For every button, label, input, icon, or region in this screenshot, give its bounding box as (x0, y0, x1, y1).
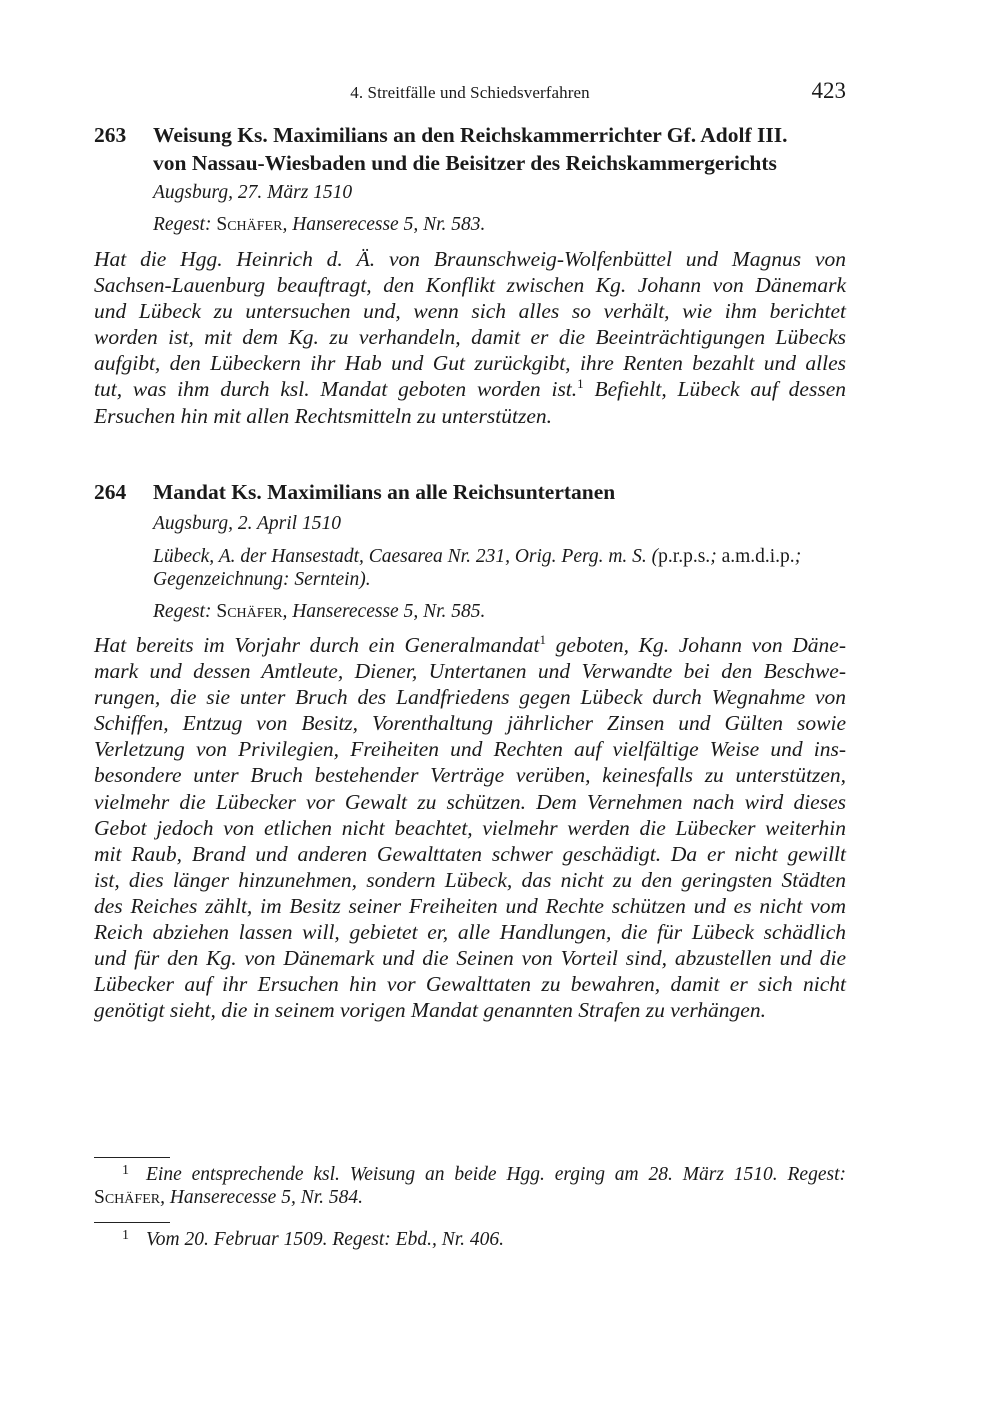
summary-line: rungen, die sie unter Bruch des Landfriedens gegen Lübeck durch Wegnahme von (94, 685, 846, 710)
source-text: ; (710, 546, 717, 567)
footnote-reference: 1 (577, 376, 584, 392)
summary-line: mit Raub, Brand und anderen Gewalttaten schwer geschädigt. Da er nicht gewillt (94, 841, 846, 866)
summary-line (94, 632, 846, 658)
summary-line: Hat die Hgg. Heinrich d. Ä. von Braunschweig-Wolfenbüttel und Magnus von (94, 247, 846, 271)
summary-line: worden ist, mit dem Kg. zu verhandeln, damit er die Beeinträchtigungen Lübecks (94, 325, 846, 350)
summary-text: tut, was ihm durch ksl. Mandat geboten worden ist. (94, 377, 578, 402)
summary-line: aufgibt, den Lübeckern ihr Hab und Gut zurückgibt, ihre Renten bezahlt und alles (94, 351, 846, 376)
regest-label: Regest: (153, 214, 212, 235)
entry-title-line: Mandat Ks. Maximilians an alle Reichsuntertanen (153, 480, 616, 504)
regest-reference: , Hanserecesse 5, Nr. 583. (282, 214, 486, 235)
entry-264-place-date: Augsburg, 2. April 1510 (153, 513, 341, 534)
summary-text: Hat bereits im Vorjahr durch ein Generalmandat (94, 633, 540, 657)
footnote-text: Vom 20. Februar 1509. Regest: Ebd., Nr. 406. (146, 1229, 505, 1250)
summary-line: ist, dies länger hinzunehmen, sondern Lübeck, das nicht zu den geringsten Städten (94, 867, 846, 892)
entry-number: 264 (94, 480, 127, 504)
footnote-text: Eine entsprechende ksl. Weisung an beide Hgg. erging am 28. März 1510. Regest: (146, 1164, 846, 1185)
source-line (153, 545, 846, 568)
entry-263-place-date: Augsburg, 27. März 1510 (153, 182, 353, 203)
footnote-rule (94, 1157, 170, 1158)
summary-line: vielmehr die Lübecker vor Gewalt zu schützen. Dem Vernehmen nach wird dieses (94, 789, 846, 814)
source-text: ; (794, 546, 802, 567)
entry-title (153, 121, 846, 177)
summary-line: mark und dessen Amtleute, Diener, Untertanen und Verwandte bei den Beschwe- (94, 659, 846, 684)
entry-number: 263 (94, 123, 127, 147)
footnote-reference-text: , Hanserecesse 5, Nr. 584. (160, 1187, 364, 1208)
regest-author: Schäfer (216, 601, 283, 622)
regest-reference: , Hanserecesse 5, Nr. 585. (282, 601, 486, 622)
regest-label: Regest: (153, 601, 212, 622)
summary-line (94, 376, 846, 402)
summary-line: und für den Kg. von Dänemark und die Seinen von Vorteil sind, abzustellen und die (94, 946, 846, 971)
source-abbrev: p.r.p.s. (658, 546, 711, 567)
footnote-rule (94, 1222, 170, 1223)
entry-title-line: von Nassau-Wiesbaden und die Beisitzer des Reichskammergerichts (153, 151, 777, 175)
running-head-title: 4. Streitfälle und Schiedsverfahren (350, 83, 590, 102)
entry-264-summary (94, 632, 846, 1023)
entry-264-source (153, 545, 846, 591)
footnote-reference: 1 (539, 632, 546, 647)
entry-263-regest (153, 213, 846, 236)
source-line: Gegenzeichnung: Serntein). (153, 569, 371, 590)
summary-line: genötigt sieht, die in seinem vorigen Mandat genannten Strafen zu verhängen. (94, 998, 766, 1023)
running-head (94, 78, 846, 108)
summary-text: geboten, Kg. Johann von Däne- (545, 633, 846, 657)
footnote-author: Schäfer (94, 1187, 161, 1208)
summary-line: Gebot jedoch von etlichen nicht beachtet, vielmehr werden die Lübecker weiterhin (94, 815, 846, 840)
summary-line: des Reiches zählt, im Besitz seiner Freiheiten und Rechte schützen und es nicht vom (94, 893, 846, 918)
page-number: 423 (811, 78, 846, 103)
footnote-text (94, 1186, 846, 1209)
footnote (94, 1228, 846, 1251)
footnote-mark: 1 (122, 1228, 129, 1243)
summary-line: Reich abziehen lassen will, gebietet er, alle Handlungen, die für Lübeck schädlich (94, 920, 846, 945)
summary-line: und Lübeck zu untersuchen und, wenn sich alles so verhält, wie ihm berichtet (94, 299, 846, 324)
entry-title (153, 478, 846, 506)
summary-line: Ersuchen hin mit allen Rechtsmitteln zu unterstützen. (94, 403, 553, 428)
source-abbrev: a.m.d.i.p. (721, 546, 795, 567)
summary-text: Befiehlt, Lübeck auf dessen (583, 377, 847, 402)
entry-title-line: Weisung Ks. Maximilians an den Reichskammerrichter Gf. Adolf III. (153, 123, 788, 147)
summary-line: Sachsen-Lauenburg beauftragt, den Konflikt zwischen Kg. Johann von Dänemark (94, 273, 846, 298)
source-text: Lübeck, A. der Hansestadt, Caesarea Nr. 231, Orig. Perg. m. S. ( (153, 546, 659, 567)
regest-author: Schäfer (216, 214, 283, 235)
footnote-mark: 1 (122, 1163, 129, 1178)
footnote (94, 1163, 846, 1209)
summary-line: besondere unter Bruch bestehender Verträge verüben, keinesfalls zu unterstützen, (94, 763, 846, 788)
summary-line: Schiffen, Entzug von Besitz, Vorenthaltung jährlicher Zinsen und Gülten sowie (94, 711, 846, 736)
summary-line: Lübecker auf ihr Ersuchen hin vor Gewalttaten zu bewahren, damit er sich nicht (94, 972, 846, 997)
entry-263-summary (94, 246, 846, 429)
summary-line: Verletzung von Privilegien, Freiheiten und Rechten auf vielfältige Weise und ins- (94, 737, 846, 762)
entry-264-regest (153, 600, 846, 623)
